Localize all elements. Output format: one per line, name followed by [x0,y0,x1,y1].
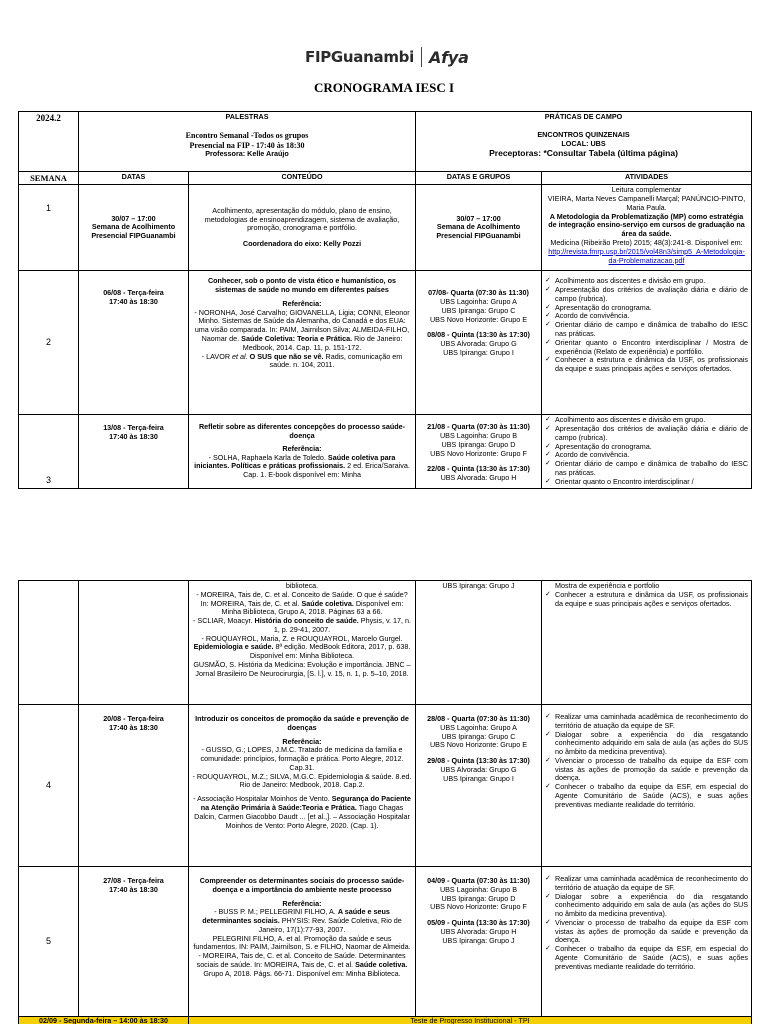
palestras-label: PALESTRAS [225,112,269,121]
reference-label: Referência: [282,443,322,453]
group-line: UBS Novo Horizonte: Grupo E [429,314,528,324]
list-item: ✓ Orientar diário de campo e dinâmica de trabalho do IESC nas práticas. [545,321,748,339]
group-line: UBS Alvorada: Grupo G [440,339,517,349]
reference-item [192,353,412,371]
reference-text: - SOLHA, Raphaela Karla de Toledo. [208,452,326,462]
list-item: ✓ Vivenciar o processo de trabalho da equipe da ESF com vistas às ações de promoção da saúde e prevenção da doença. [545,919,748,945]
col-datas: DATAS [79,172,189,185]
date-line: 27/08 - Terça-feira [103,876,164,885]
reference-text: PHYSIS: Rev. Saúde Coletiva, Rio de Janeiro, 17(1):77-93, 2007. [258,916,402,934]
table-row [19,415,752,489]
praticas-cell [416,112,752,172]
group-line: Semana de Acolhimento [436,222,521,232]
reference-text: Grupo A, 2018. Págs. 66-71. Disponível em: Minha Biblioteca. [203,968,401,978]
col-semana: SEMANA [19,172,79,185]
reference-title: Saúde coletiva para iniciantes. Políticas e práticas profissionais. [194,452,396,471]
reference-text: Radis, comunicação em saúde. n. 104, 2011. [269,351,403,370]
group-line: 05/09 - Quinta (13:30 às 17:30) [427,918,530,928]
week-groups [416,581,542,705]
group-line: UBS Lagoinha: Grupo B [439,884,518,894]
week-groups [416,185,542,271]
reference-text: - ROUQUAYROL, Maria, Z. e ROUQUAYROL, Marcelo Gurgel. [201,633,403,643]
reference-label: Referência: [282,736,322,746]
table-row [19,271,752,415]
reference-text: - NORONHA, José Carvalho; GIOVANELLA, Ligia; CONNI, Eleonor Minho. Sistemas de Saúde da Alemanha, do Canadá e dos EUA: uma visão comparada. In: PAIM, Jairnilson Silva; ALMEIDA-FILHO, Naomar de. [194,307,410,344]
reference-link[interactable]: http://revista.fmrp.usp.br/2015/vol48n3/simp5_A-Metodologia-da-Problematizacao.pdf [548,246,745,265]
group-line: 21/08 - Quarta (07:30 às 11:30) [427,422,530,432]
col-datas-grupos: DATAS E GRUPOS [416,172,542,185]
date-line: 06/08 - Terça-feira [103,288,164,298]
reference-item [192,908,412,934]
week-number: 4 [19,705,79,867]
week-number: 1 [19,185,79,271]
activity-list [545,875,748,972]
week-content [189,271,416,415]
list-item: ✓ Conhecer o trabalho da equipe da ESF, em especial do Agente Comunitário de Saúde (ACS), e suas ações preventivas mediante realidade do território. [545,783,748,809]
year-cell: 2024.2 [19,112,79,172]
group-line: 22/08 - Quinta (13:30 às 17:30) [427,464,530,474]
date-line: 17:40 às 18:30 [109,297,158,307]
event-row [19,1017,752,1024]
group-line: UBS Novo Horizonte: Grupo F [430,902,527,912]
week-date [79,271,189,415]
date-line: Presencial FIPGuanambi [91,231,176,241]
reference-label: Referência: [282,898,322,908]
group-line: UBS Alvorada: Grupo G [440,764,517,774]
logo-brand: FIPGuanambi [305,48,414,66]
week-number-empty [19,581,79,705]
list-item: ✓ Acolhimento aos discentes e divisão em grupo. [545,277,748,286]
week-groups [416,415,542,489]
date-line: 20/08 - Terça-feira [103,714,164,723]
group-line: UBS Novo Horizonte: Grupo E [429,740,528,750]
list-item: ✓ Orientar diário de campo e dinâmica de trabalho do IESC nas práticas. [545,460,748,478]
group-line: UBS Ipiranga: Grupo D [441,893,516,903]
group-line: UBS Lagoinha: Grupo A [440,297,517,307]
schedule-table [18,111,752,489]
palestras-cell [79,112,416,172]
list-item: ✓ Acordo de convivência. [545,451,748,460]
group-line: 08/08 - Quinta (13:30 às 17:30) [427,330,530,340]
group-line: UBS Alvorada: Grupo H [440,926,517,936]
date-line: 17:40 às 18:30 [109,722,158,732]
table-row [19,705,752,867]
event-title: Teste de Progresso Institucional - TPI [189,1017,752,1024]
reference-title: Saúde Coletiva: Teoria e Prática. [241,334,353,344]
week-content [189,185,416,271]
palestras-line1: Encontro Semanal -Todos os grupos [185,130,309,140]
list-item: ✓ Realizar uma caminhada acadêmica de reconhecimento do território de atuação da equipe de SF. [545,713,748,731]
list-item: ✓ Realizar uma caminhada acadêmica de reconhecimento do território de atuação da equipe de SF. [545,875,748,893]
content-theme: Conhecer, sob o ponto de vista ético e humanístico, os sistemas de saúde no mundo em diferentes países [207,276,397,295]
reference-item [192,952,412,978]
group-line: UBS Ipiranga: Grupo I [443,348,514,358]
reference-text: GUSMÃO, S. História da Medicina: Evolução e importância. JBNC – Jornal Brasileiro De Neurocirurgia, [S. l.], v. 15, n. 1, p. 5–10, 2018. [193,660,411,678]
reference-title: História do conceito de saúde. [254,616,359,626]
reference-text: - LAVOR [201,351,231,361]
week-content [189,581,416,705]
schedule-table-continued [18,580,752,1024]
week-number: 3 [19,415,79,489]
activity-text: Medicina (Ribeirão Preto) 2015; 48(3):241-8. Disponível em: [550,238,743,248]
week-groups [416,867,542,1017]
content-theme: Introduzir os conceitos de promoção da saúde e prevenção de doenças [195,714,409,732]
group-line: UBS Ipiranga: Grupo C [441,731,516,741]
group-line: UBS Ipiranga: Grupo D [441,439,516,449]
page-gap [0,548,768,580]
reference-text: biblioteca. [285,581,319,590]
reference-title: O SUS que não se vê. [249,351,324,361]
table-row [19,581,752,705]
week-activities [542,415,752,489]
reference-label: Referência: [282,298,322,308]
week-content [189,867,416,1017]
week-date [79,415,189,489]
week-activities [542,705,752,867]
col-conteudo: CONTEÚDO [189,172,416,185]
week-groups [416,705,542,867]
list-item: ✓ Conhecer a estrutura e dinâmica da USF, os profissionais da equipe e suas principais ações e serviços ofertados. [545,356,748,374]
list-item: ✓ Conhecer o trabalho da equipe da ESF, em especial do Agente Comunitário de Saúde (ACS), e suas ações preventivas mediante realidade do território. [545,945,748,971]
reference-title: Epidemiologia e saúde. [193,642,274,652]
table-row [19,185,752,271]
praticas-line3: Preceptoras: *Consultar Tabela (última página) [489,148,678,159]
reference-item [192,309,412,353]
reference-text: PELEGRINI FILHO, A. et al. Promoção da saúde e seus fundamentos. IN: PAIM, Jairnilson, S. e FILHO, Naomar de Almeida. [193,933,411,952]
reference-text: - MOREIRA, Tais de, C. et al. Conceito de Saúde. Determinantes sociais de saúde. In: MOREIRA, Tais de, C. et al. [196,951,406,970]
table-header-row [19,112,752,172]
activity-list [545,713,748,810]
list-item: ✓ Vivenciar o processo de trabalho da equipe da ESF com vistas às ações de promoção da saúde e prevenção da doença. [545,757,748,783]
reference-text: Disponível em: Minha Biblioteca, Grupo A, 2018. Páginas 63 a 66. [221,598,404,617]
content-theme: Compreender os determinantes sociais do processo saúde-doença e a importância do ambiente neste processo [199,876,405,894]
week-date [79,185,189,271]
reference-title: Segurança do Paciente na Atenção Primária à Saúde:Teoria e Prática. [200,794,411,813]
week-activities [542,581,752,705]
praticas-line2: LOCAL: UBS [561,138,606,148]
group-line: UBS Ipiranga: Grupo C [441,305,516,315]
list-item: ✓ Apresentação do cronograma. [545,443,748,452]
reference-text: Physis, v. 17, n. 1, p. 29-41, 2007. [273,616,411,634]
palestras-line2: Presencial na FIP - 17:40 às 18:30 [189,140,305,150]
reference-text: - GUSSO, G.; LOPES, J.M.C. Tratado de medicina da família e comunidade: princípios, formação e prática. Porto Alegre, 2012. Cap.31. [200,745,404,772]
group-line: Presencial FIPGuanambi [436,231,521,241]
week-groups [416,271,542,415]
list-item: ✓ Apresentação do cronograma. [545,304,748,313]
list-item: ✓ Acolhimento aos discentes e divisão em grupo. [545,416,748,425]
week-date [79,867,189,1017]
date-line: 30/07 – 17:00 [111,213,156,223]
praticas-label: PRÁTICAS DE CAMPO [544,112,623,121]
content-text: Coordenadora do eixo: Kelly Pozzi [242,239,362,249]
institution-logo [305,46,469,68]
reference-text: - SCLIAR, Moacyr. [193,616,253,626]
group-line: UBS Lagoinha: Grupo B [439,431,518,441]
logo-separator [421,47,422,67]
activity-list [545,416,748,486]
group-line: 29/08 - Quinta (13:30 às 17:30) [427,756,530,766]
group-line: 04/09 - Quarta (07:30 às 11:30) [427,876,530,885]
reference-text: - BUSS P. M.; PELLEGRINI FILHO, A. [214,907,336,917]
list-item: ✓ Dialogar sobre a experiência do dia resgatando conhecimento adquirido em sala de aula (as ações do SUS no âmbito da medicina preventiva). [545,893,748,919]
date-line: Semana de Acolhimento [91,222,176,232]
list-item: ✓ Dialogar sobre a experiência do dia resgatando conhecimento adquirido em sala de aula (as ações do SUS no âmbito da medicina preventiva). [545,731,748,757]
week-date [79,705,189,867]
activity-text: Leitura complementar [611,185,682,195]
activity-text: Mostra de experiência e portfolio [555,581,660,590]
reference-text: et al. [232,351,248,361]
date-line: 17:40 às 18:30 [109,432,158,442]
group-line: UBS Ipiranga: Grupo J [442,935,515,945]
group-line: UBS Lagoinha: Grupo A [440,722,517,732]
week-number: 2 [19,271,79,415]
group-line: UBS Ipiranga: Grupo J [442,581,515,590]
activity-list [545,591,748,609]
reference-text: - MOREIRA, Tais de, C. et al. Conceito de Saúde. O que é saúde? In: MOREIRA, Tais de, C. et al. [196,589,408,608]
content-theme: Refletir sobre as diferentes concepções do processo saúde-doença [198,422,406,441]
activity-list [545,277,748,374]
list-item: ✓ Apresentação dos critérios de avaliação diária e diário de campo (rubrica). [545,286,748,304]
week-number: 5 [19,867,79,1017]
col-atividades: ATIVIDADES [542,172,752,185]
group-line: UBS Ipiranga: Grupo I [443,773,514,783]
week-content [189,415,416,489]
reference-title: Saúde coletiva. [301,598,354,608]
reference-item [192,795,412,830]
group-line: UBS Novo Horizonte: Grupo F [430,448,527,458]
group-line: UBS Alvorada: Grupo H [440,473,517,483]
reference-text: Rio de Janeiro: Medbook, 2014. Cap. 11, p. 151-172. [242,334,403,352]
list-item: ✓ Orientar quanto o Encontro interdisciplinar / [545,478,748,487]
reference-item [192,454,412,480]
date-line: 17:40 às 18:30 [109,884,158,894]
list-item: ✓ Conhecer a estrutura e dinâmica da USF, os profissionais da equipe e suas principais ações e serviços ofertados. [545,591,748,609]
group-line: 07/08- Quarta (07:30 às 11:30) [428,288,529,298]
reference-text: 8ª edição. MedBook Editora, 2017, p. 638. Disponível em: Minha Biblioteca. [249,642,411,661]
group-line: 30/07 – 17:00 [456,213,501,223]
logo-brand-secondary: Afya [428,47,469,67]
week-activities [542,185,752,271]
reference-item [192,591,412,617]
reference-text: - ROUQUAYROL, M.Z.; SILVA, M.G.C. Epidemiologia & saúde. 8.ed. Rio de Janeiro: Medbook, 2018. Cap.2. [192,771,412,790]
list-item: ✓ Acordo de convivência. [545,312,748,321]
reference-text: 2 ed. Erica/Saraiva. Cap. 1. E-book disponível em: Minha [243,461,410,480]
week-date-empty [79,581,189,705]
list-item: ✓ Apresentação dos critérios de avaliação diária e diário de campo (rubrica). [545,425,748,443]
week-content [189,705,416,867]
reference-item [192,617,412,635]
table-row [19,867,752,1017]
activity-text: VIEIRA, Marta Neves Campanelli Marçal; PANÚNCIO-PINTO, Maria Paula. [547,194,746,212]
page-title: CRONOGRAMA IESC I [313,80,455,95]
group-line: 28/08 - Quarta (07:30 às 11:30) [427,714,530,723]
week-activities [542,271,752,415]
event-date: 02/09 - Segunda-feira – 14:00 às 18:30 [19,1017,189,1024]
reference-title: Saúde coletiva. [355,960,408,970]
activity-text: A Metodologia da Problematização (MP) como estratégia de integração ensino-serviço em cursos de graduação na área da saúde. [548,211,745,239]
list-item: ✓ Orientar quanto o Encontro interdisciplinar / Mostra de experiência (Relato de experiência) e portfólio. [545,339,748,357]
palestras-line3: Professora: Kelle Araújo [205,149,289,159]
week-activities [542,867,752,1017]
page-2 [0,580,768,1024]
reference-title: A saúde e seus determinantes sociais. [202,907,390,926]
reference-text: Tiago Chagas Dalcin, Carmen Giacobbo Daudt ... [et al.,]. – Associação Hospitalar Moinhos de Vento: Porto Alegre, 2020. (Cap. 1). [194,803,410,830]
reference-item [192,635,412,661]
reference-text: - Associação Hospitalar Moinhos de Vento. [193,794,330,804]
praticas-line1: ENCONTROS QUINZENAIS [537,129,630,139]
content-text: Acolhimento, apresentação do módulo, plano de ensino, metodologias de ensinoaprendizagem, sistema de avaliação, promoção, cronograma e portfólio. [204,205,400,233]
date-line: 13/08 - Terça-feira [103,423,164,433]
column-header-row [19,172,752,185]
